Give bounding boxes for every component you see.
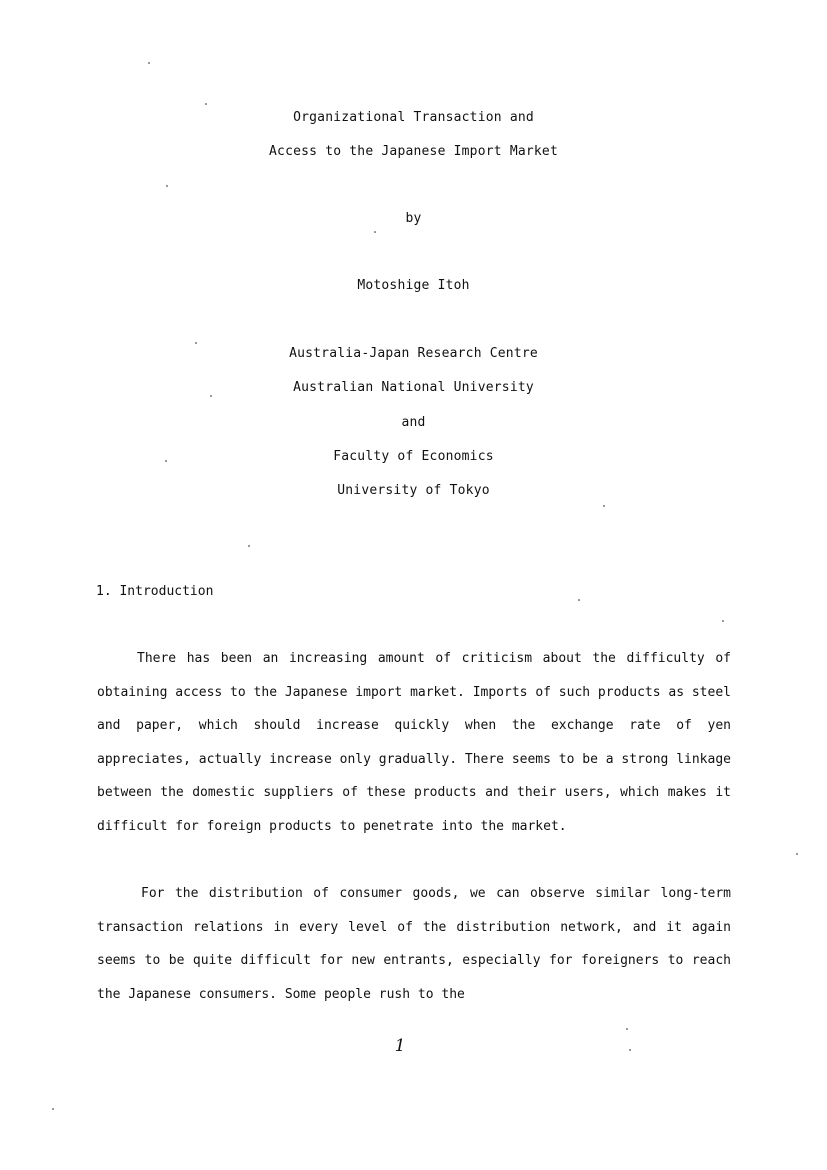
affiliation-line: Australian National University: [293, 380, 534, 395]
page-number: 1: [394, 1036, 406, 1056]
title-line-1: Organizational Transaction and: [293, 110, 534, 125]
affiliation-line: University of Tokyo: [337, 483, 490, 498]
scan-speck: [629, 1049, 631, 1051]
scan-speck: [148, 62, 150, 64]
byline: by: [405, 211, 422, 226]
section-heading: 1. Introduction: [96, 584, 214, 599]
scan-speck: [603, 505, 605, 507]
affiliation-line: and: [401, 415, 426, 430]
title-line-2: Access to the Japanese Import Market: [269, 144, 558, 159]
affiliation-line: Australia-Japan Research Centre: [289, 346, 538, 361]
scan-speck: [205, 103, 207, 105]
scan-speck: [578, 599, 580, 601]
author-name: Motoshige Itoh: [357, 278, 470, 293]
scan-speck: [195, 342, 197, 344]
scan-speck: [165, 460, 167, 462]
scan-speck: [210, 395, 212, 397]
paragraph: There has been an increasing amount of criticism about the difficulty of obtaining access to the Japanese import market. Imports of such products as steel and paper, which should increase quickly when the exchange rate of yen appreciates, actually increase only gradually. There seems to be a strong linkage between the domestic suppliers of these products and their users, which makes it difficult for foreign products to penetrate into the market.: [97, 651, 731, 834]
scan-speck: [374, 231, 376, 233]
scan-speck: [166, 185, 168, 187]
paragraph: For the distribution of consumer goods, we can observe similar long-term transaction relations in every level of the distribution network, and it again seems to be quite difficult for new entrants, especially for foreigners to reach the Japanese consumers. Some people rush to the: [97, 886, 731, 1002]
scan-speck: [248, 545, 250, 547]
scan-speck: [722, 620, 724, 622]
affiliation-line: Faculty of Economics: [333, 449, 494, 464]
scan-speck: [796, 853, 798, 855]
scan-speck: [626, 1028, 628, 1030]
scan-speck: [52, 1108, 54, 1110]
